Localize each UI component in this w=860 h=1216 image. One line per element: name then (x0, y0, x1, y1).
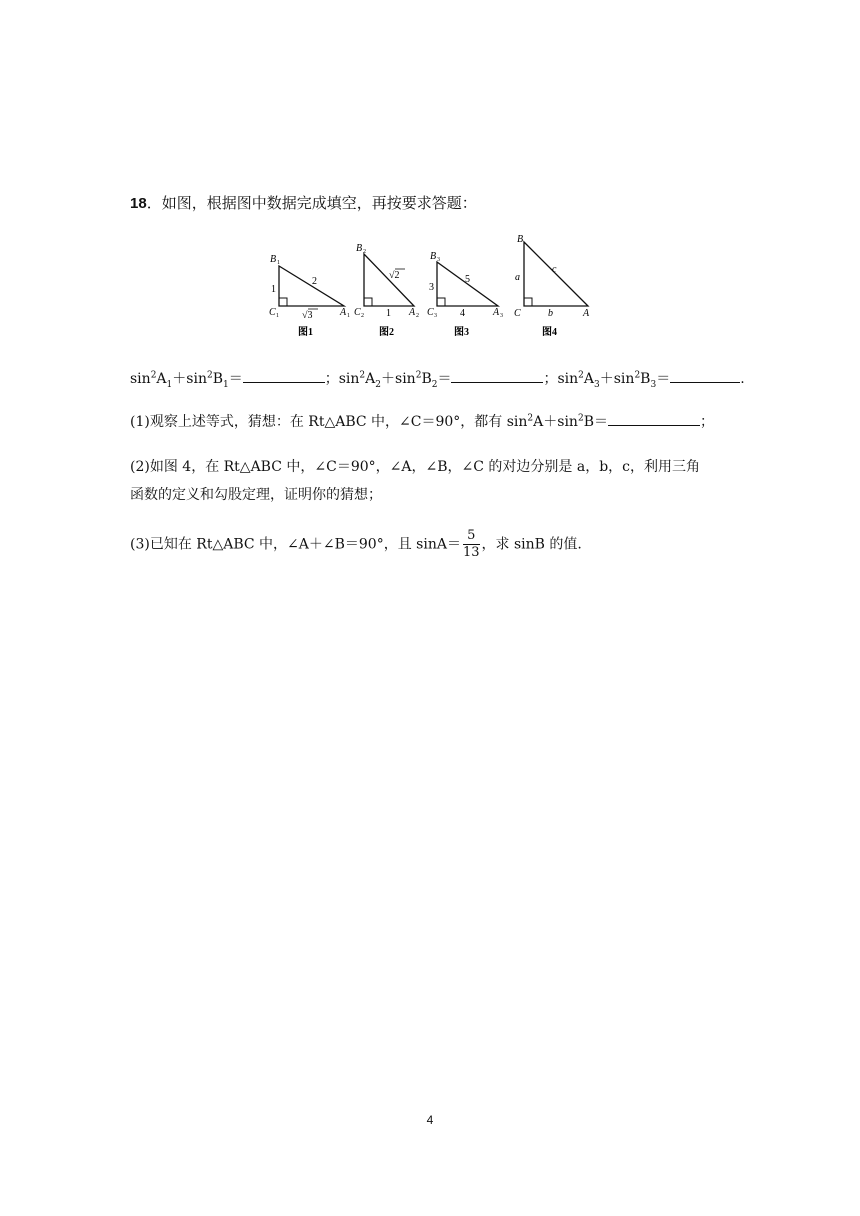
answer-blank-4[interactable] (608, 411, 700, 426)
fig2-side-hyp: √2 (389, 270, 400, 281)
fig4-side-bottom: b (548, 308, 553, 319)
part-2-line-2: 函数的定义和勾股定理，证明你的猜想； (130, 487, 382, 503)
fig2-vertex-b: B (356, 243, 363, 254)
question-prompt: ．如图，根据图中数据完成填空，再按要求答题： (146, 194, 477, 212)
fig2-caption: 图2 (379, 327, 394, 338)
part-3: (3)已知在 Rt△ABC 中，∠A＋∠B＝90°，且 sinA＝ $\frac{5}{13}$ ，求 sinB 的值. (130, 528, 582, 560)
fig4-side-left: a (515, 272, 520, 283)
fig2-vertex-a: A (409, 307, 416, 318)
answer-blank-2[interactable] (451, 368, 543, 383)
fraction: $\frac{5}{13}$ (462, 528, 480, 560)
answer-blank-1[interactable] (243, 368, 325, 383)
fig3-caption: 图3 (454, 327, 469, 338)
fig4-vertex-a: A (583, 308, 590, 319)
fig4-caption: 图4 (542, 327, 557, 338)
fig2-vertex-a-sub: 2 (416, 313, 419, 319)
fig2-side-bottom: 1 (386, 308, 391, 319)
question-title (130, 192, 477, 213)
fig1-vertex-a: A (340, 307, 347, 318)
fig2-vertex-c: C (354, 307, 361, 318)
fig1-side-hyp: 2 (312, 276, 317, 287)
fig1-vertex-a-sub: 1 (347, 313, 350, 319)
fig1-vertex-c: C (269, 307, 276, 318)
fig3-vertex-b: B (430, 251, 437, 262)
fig4-vertex-c: C (514, 308, 521, 319)
fig4-vertex-b: B (517, 234, 524, 245)
fig1-vertex-b-sub: 1 (277, 260, 280, 266)
fig3-side-hyp: 5 (465, 274, 470, 285)
fig4-side-hyp: c (552, 264, 557, 275)
triangle-figures (262, 232, 602, 344)
part-1: (1)观察上述等式，猜想：在 Rt△ABC 中，∠C＝90°，都有 $\sin^2A+\sin^2B=$ ； (130, 411, 714, 431)
fig3-vertex-a-sub: 3 (500, 313, 503, 319)
fig1-vertex-b: B (270, 254, 277, 265)
fig1-side-bottom: √3 (302, 310, 313, 321)
fill-in-line: $\sin^2A_1+\sin^2B_1=$ ；$\sin^2A_2+\sin^2B_2=$ ；$\sin^2A_3+\sin^2B_3=$ . (130, 368, 745, 388)
fig3-vertex-b-sub: 3 (437, 257, 440, 263)
fig1-caption: 图1 (298, 327, 313, 338)
figure-4 (514, 234, 590, 338)
fig3-side-left: 3 (429, 282, 434, 293)
part-2-line-1: (2)如图 4，在 Rt△ABC 中，∠C＝90°，∠A，∠B，∠C 的对边分别是 a，b，c，利用三角 (130, 459, 700, 475)
fig2-vertex-c-sub: 2 (361, 313, 364, 319)
fig2-vertex-b-sub: 2 (363, 249, 366, 255)
fig1-side-left: 1 (271, 284, 276, 295)
figure-2 (354, 243, 419, 338)
answer-blank-3[interactable] (670, 368, 740, 383)
page-number: 4 (426, 1113, 434, 1127)
figure-1 (269, 254, 350, 338)
fig3-vertex-c: C (427, 307, 434, 318)
question-number: 18 (130, 195, 147, 212)
fig3-vertex-c-sub: 3 (434, 313, 437, 319)
fig3-vertex-a: A (493, 307, 500, 318)
fig3-side-bottom: 4 (460, 308, 465, 319)
figure-3 (427, 251, 503, 338)
fig1-vertex-c-sub: 1 (276, 313, 279, 319)
